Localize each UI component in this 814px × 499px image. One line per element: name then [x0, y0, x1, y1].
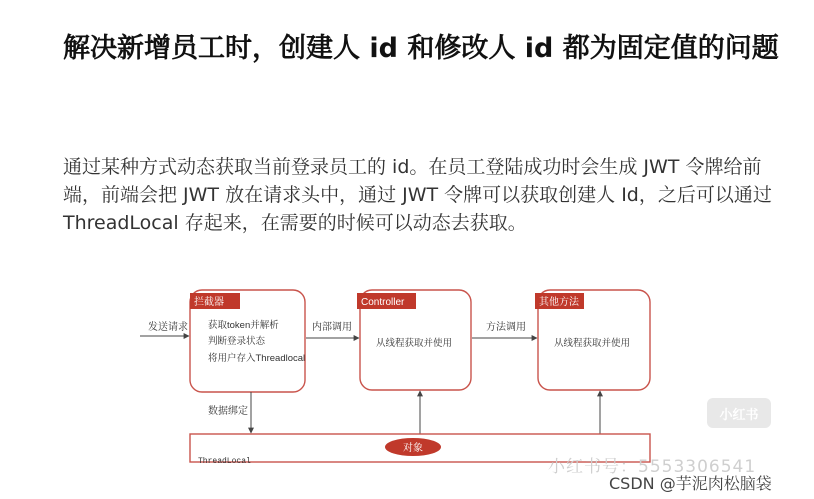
interceptor-title: 拦截器 [194, 297, 224, 308]
interceptor-line-1: 获取token并解析 [208, 320, 279, 331]
threadlocal-flow-diagram [120, 250, 660, 470]
interceptor-line-3: 将用户存入Threadlocal [208, 353, 306, 364]
controller-title: Controller [361, 297, 405, 308]
csdn-credit: CSDN @芋泥肉松脑袋 [609, 474, 772, 493]
xiaohongshu-watermark-text: 小红书号：5553306541 [548, 457, 757, 477]
send-request-label: 发送请求 [148, 322, 188, 333]
data-binding-label: 数据绑定 [208, 406, 248, 417]
internal-call-label: 内部调用 [312, 322, 352, 333]
article-heading: 解决新增员工时，创建人 id 和修改人 id 都为固定值的问题 [63, 33, 779, 64]
object-label: 对象 [403, 443, 423, 454]
method-call-label: 方法调用 [486, 322, 526, 333]
threadlocal-label: ThreadLocal [198, 457, 251, 466]
other-methods-body: 从线程获取并使用 [554, 338, 631, 349]
controller-body: 从线程获取并使用 [376, 338, 453, 349]
xiaohongshu-watermark-stamp: 小红书 [707, 398, 771, 428]
interceptor-line-2: 判断登录状态 [208, 336, 266, 347]
article-paragraph: 通过某种方式动态获取当前登录员工的 id。在员工登陆成功时会生成 JWT 令牌给前端，前端会把 JWT 放在请求头中，通过 JWT 令牌可以获取创建人 Id，之后可以通过 ThreadLocal 存起来，在需要的时候可以动态去获取。 [63, 156, 772, 234]
other-methods-title: 其他方法 [539, 297, 579, 308]
